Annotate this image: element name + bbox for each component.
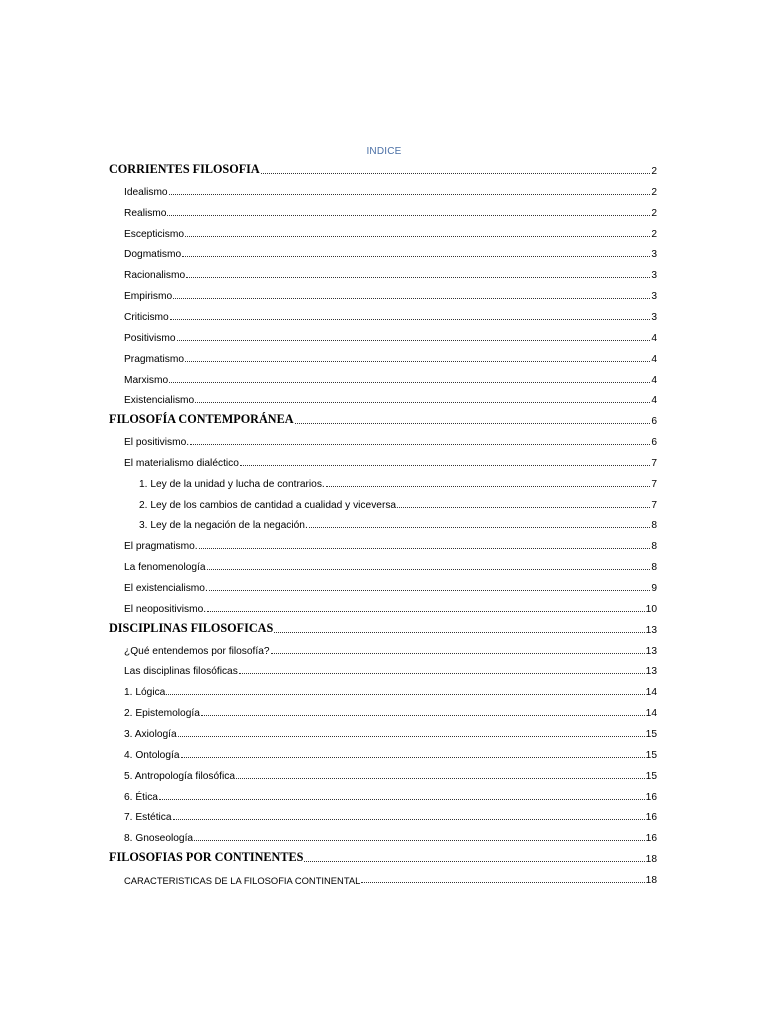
toc-entry-page-number: 10 <box>645 603 657 615</box>
toc-subsection-entry[interactable] <box>124 366 657 386</box>
dot-leader <box>194 830 645 841</box>
dot-leader <box>326 476 651 487</box>
toc-entry-label: 3. Axiología <box>124 728 177 740</box>
toc-entry-label: 7. Estética <box>124 812 172 824</box>
toc-entry-label: 6. Ética <box>124 791 158 803</box>
toc-entry-label: 3. Ley de la negación de la negación. <box>139 520 308 532</box>
toc-entry-page-number: 15 <box>645 728 657 740</box>
dot-leader <box>236 768 645 779</box>
toc-entry-label: Marxismo <box>124 374 169 386</box>
toc-entry-page-number: 4 <box>651 332 657 344</box>
toc-entry-page-number: 2 <box>651 207 657 219</box>
toc-entry-page-number: 8 <box>651 541 657 553</box>
dot-leader <box>182 246 650 257</box>
toc-subsection-entry[interactable] <box>124 678 657 698</box>
toc-entry-label: Idealismo <box>124 186 168 198</box>
toc-entry-page-number: 14 <box>645 687 657 699</box>
toc-entry-label: 1. Ley de la unidad y lucha de contrarios. <box>139 478 325 490</box>
dot-leader <box>309 517 651 528</box>
dot-leader <box>186 267 650 278</box>
toc-entry-page-number: 16 <box>645 812 657 824</box>
toc-entry-page-number: 7 <box>651 478 657 490</box>
toc-section-entry[interactable] <box>109 845 657 865</box>
dot-leader <box>304 851 644 862</box>
toc-subsection-entry[interactable] <box>124 699 657 719</box>
dot-leader <box>178 726 645 737</box>
toc-entry-label: Las disciplinas filosóficas <box>124 666 238 678</box>
toc-subsection-entry[interactable] <box>124 282 657 302</box>
toc-subsection-entry[interactable] <box>124 386 657 406</box>
toc-entry-page-number: 18 <box>645 854 657 866</box>
toc-entry-page-number: 3 <box>651 249 657 261</box>
toc-entry-label: El existencialismo. <box>124 583 208 594</box>
dot-leader <box>170 309 651 320</box>
dot-leader <box>173 288 650 299</box>
toc-subsection-entry[interactable] <box>124 824 657 844</box>
toc-entry-page-number: 16 <box>645 791 657 803</box>
dot-leader <box>159 789 645 800</box>
toc-entry-label: El pragmatismo. <box>124 541 198 553</box>
toc-subsubsection-entry[interactable] <box>139 511 657 531</box>
toc-entry-page-number: 2 <box>651 228 657 240</box>
toc-subsection-entry[interactable] <box>124 783 657 803</box>
dot-leader <box>181 747 645 758</box>
toc-entry-page-number: 15 <box>645 770 657 782</box>
toc-entry-label: FILOSOFIAS POR CONTINENTES <box>109 850 304 865</box>
toc-title: INDICE <box>366 146 402 157</box>
toc-entry-label: Racionalismo <box>124 270 186 282</box>
dot-leader <box>173 809 645 820</box>
toc-entry-page-number: 15 <box>645 749 657 761</box>
dot-leader <box>397 497 650 508</box>
dot-leader <box>185 351 650 362</box>
toc-entry-page-number: 13 <box>645 645 657 657</box>
toc-entry-label: FILOSOFÍA CONTEMPORÁNEA <box>109 412 294 427</box>
toc-entry-label: 2. Epistemología <box>124 708 200 720</box>
toc-entry-label: El neopositivismo. <box>124 603 207 615</box>
toc-subsection-entry[interactable] <box>124 428 657 448</box>
toc-entry-page-number: 8 <box>651 562 657 574</box>
toc-entry-label: Dogmatismo <box>124 249 182 261</box>
toc-subsection-entry[interactable] <box>124 324 657 344</box>
toc-entry-label: Escepticismo <box>124 228 185 240</box>
toc-entry-page-number: 3 <box>651 291 657 303</box>
toc-subsection-entry[interactable] <box>124 657 657 677</box>
dot-leader <box>199 538 651 549</box>
toc-subsection-entry[interactable] <box>124 637 657 657</box>
toc-subsection-entry[interactable] <box>124 303 657 323</box>
dot-leader <box>240 455 650 466</box>
toc-entry-label: El positivismo. <box>124 437 190 449</box>
toc-entry-page-number: 4 <box>651 395 657 407</box>
toc-entry-page-number: 6 <box>651 416 657 428</box>
toc-entry-label: Criticismo <box>124 311 169 323</box>
toc-subsection-entry[interactable] <box>124 574 657 594</box>
toc-entry-label: 8. Gnoseología <box>124 833 194 845</box>
dot-leader <box>295 413 651 424</box>
toc-subsubsection-entry[interactable] <box>139 470 657 490</box>
toc-entry-label: 2. Ley de los cambios de cantidad a cualidad y viceversa <box>139 499 397 511</box>
toc-subsection-entry[interactable] <box>124 803 657 823</box>
dot-leader <box>209 580 651 591</box>
toc-entry-label: Pragmatismo <box>124 353 185 365</box>
toc-entry-page-number: 2 <box>651 166 657 177</box>
toc-subsection-entry[interactable] <box>124 553 657 573</box>
dot-leader <box>274 622 644 633</box>
toc-entry-label: Positivismo <box>124 332 176 344</box>
toc-entry-page-number: 9 <box>651 583 657 594</box>
toc-entry-page-number: 4 <box>651 374 657 386</box>
dot-leader <box>239 663 645 674</box>
toc-subsection-entry[interactable] <box>124 762 657 782</box>
dot-leader <box>177 330 651 341</box>
dot-leader <box>271 643 645 654</box>
toc-entry-label: Realismo <box>124 207 167 219</box>
toc-section-entry[interactable] <box>109 157 657 177</box>
toc-entry-label: La fenomenología <box>124 562 206 574</box>
toc-subsection-entry[interactable] <box>124 345 657 365</box>
toc-entry-label: Existencialismo <box>124 395 195 407</box>
toc-entry-page-number: 18 <box>645 874 657 886</box>
dot-leader <box>207 601 645 612</box>
toc-entry-label: ¿Qué entendemos por filosofía? <box>124 645 270 657</box>
toc-entry-page-number: 2 <box>651 186 657 198</box>
toc-subsubsection-entry[interactable] <box>139 491 657 511</box>
toc-entry-label: Empirismo <box>124 291 173 303</box>
toc-entry-page-number: 14 <box>645 708 657 720</box>
toc-entry-label: 1. Lógica <box>124 687 166 699</box>
toc-entry-page-number: 13 <box>645 624 657 636</box>
toc-entry-page-number: 8 <box>651 520 657 532</box>
dot-leader <box>201 705 645 716</box>
toc-subsection-entry[interactable] <box>124 199 657 219</box>
toc-subsection-entry[interactable] <box>124 178 657 198</box>
toc-subsection-entry[interactable] <box>124 741 657 761</box>
toc-subsection-entry[interactable] <box>124 532 657 552</box>
dot-leader <box>169 372 650 383</box>
toc-subsection-entry[interactable] <box>124 595 657 615</box>
toc-entry-page-number: 3 <box>651 270 657 282</box>
toc-entry-page-number: 7 <box>651 499 657 511</box>
toc-entry-label: CARACTERISTICAS DE LA FILOSOFIA CONTINENTAL <box>124 874 361 886</box>
toc-entry-label: CORRIENTES FILOSOFIA <box>109 162 260 176</box>
toc-entry-page-number: 13 <box>645 666 657 678</box>
toc-subsection-entry[interactable] <box>124 449 657 469</box>
toc-entry-page-number: 7 <box>651 457 657 469</box>
toc-subsection-entry[interactable] <box>124 220 657 240</box>
toc-section-entry[interactable] <box>109 407 657 427</box>
dot-leader <box>361 872 644 883</box>
dot-leader <box>261 163 651 174</box>
dot-leader <box>195 392 650 403</box>
toc-entry-page-number: 16 <box>645 833 657 845</box>
dot-leader <box>167 205 650 216</box>
toc-subsection-entry[interactable] <box>124 866 657 886</box>
dot-leader <box>169 184 651 195</box>
toc-section-entry[interactable] <box>109 616 657 636</box>
toc-entry-label: 4. Ontología <box>124 749 180 761</box>
toc-entry-page-number: 6 <box>651 437 657 449</box>
dot-leader <box>166 684 644 695</box>
toc-subsection-entry[interactable] <box>124 720 657 740</box>
toc-entry-label: El materialismo dialéctico <box>124 457 239 469</box>
dot-leader <box>190 434 650 445</box>
dot-leader <box>185 226 650 237</box>
toc-entry-page-number: 3 <box>651 311 657 323</box>
toc-entry-label: DISCIPLINAS FILOSOFICAS <box>109 620 274 635</box>
dot-leader <box>207 559 651 570</box>
toc-subsection-entry[interactable] <box>124 261 657 281</box>
toc-entry-label: 5. Antropología filosófica <box>124 770 236 782</box>
toc-subsection-entry[interactable] <box>124 240 657 260</box>
toc-entry-page-number: 4 <box>651 353 657 365</box>
